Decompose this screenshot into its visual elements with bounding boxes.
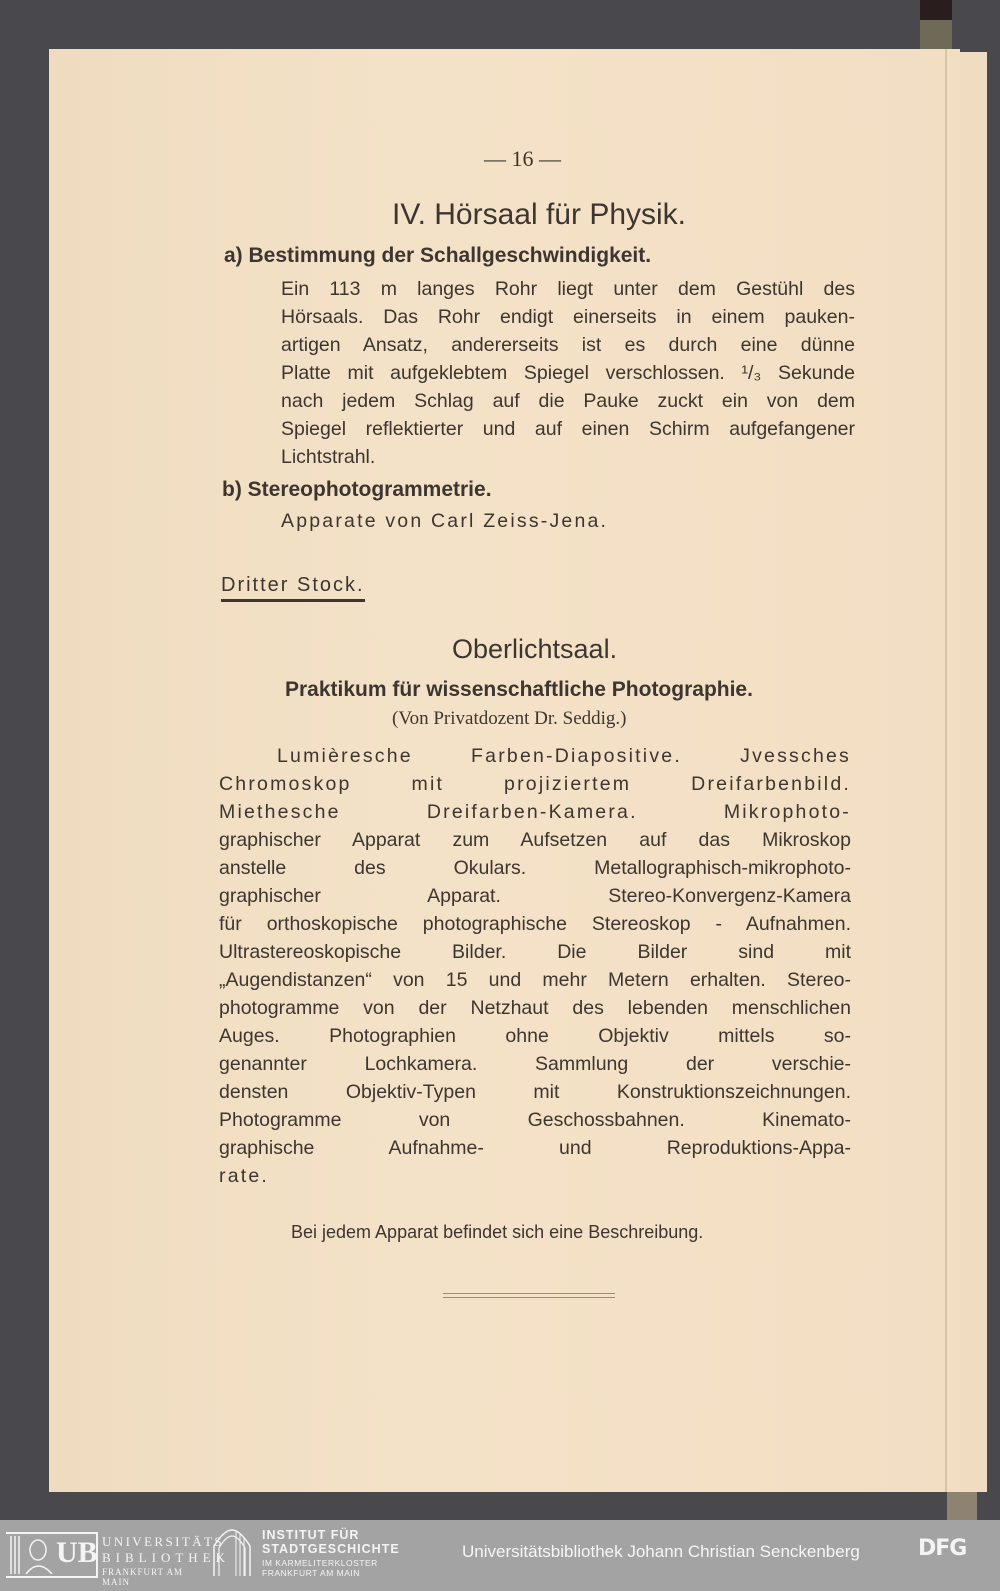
decorative-rule [443, 1297, 615, 1298]
bookmark-ribbon-top [920, 0, 952, 52]
page-number: — 16 — [484, 146, 561, 171]
paragraph-line: densten Objektiv-Typen mit Konstruktionszeichnungen. [219, 1081, 851, 1103]
isg-logo[interactable] [212, 1528, 412, 1584]
room-paragraph [219, 742, 851, 1190]
paragraph-line: „Augendistanzen“ von 15 und mehr Metern erhalten. Stereo- [219, 969, 851, 991]
paragraph-line: Chromoskop mit projiziertem Dreifarbenbild. [219, 773, 851, 795]
paragraph-line: Lichtstrahl. [281, 446, 376, 468]
paragraph-line: Photogramme von Geschossbahnen. Kinemato- [219, 1109, 851, 1131]
room-attribution: (Von Privatdozent Dr. Seddig.) [392, 708, 627, 729]
dfg-logo[interactable]: DFG [918, 1536, 967, 1561]
subsection-b-heading: b) Stereophotogrammetrie. [222, 478, 492, 501]
isg-line3: IM KARMELITERKLOSTER [262, 1558, 378, 1568]
paragraph-line: artigen Ansatz, andererseits ist es durch eine dünne [281, 334, 855, 356]
paragraph-line: Ultrastereoskopische Bilder. Die Bilder sind mit [219, 941, 851, 963]
room-subheading: Praktikum für wissenschaftliche Photographie. [285, 678, 753, 701]
paragraph-line: photogramme von der Netzhaut des lebenden menschlichen [219, 997, 851, 1019]
section-heading: IV. Hörsaal für Physik. [392, 198, 687, 231]
paragraph-line: Platte mit aufgeklebtem Spiegel verschlossen. ¹/₃ Sekunde [281, 362, 855, 384]
ub-line2: BIBLIOTHEK [102, 1550, 230, 1565]
subsection-a-heading: a) Bestimmung der Schallgeschwindigkeit. [224, 244, 652, 267]
paragraph-line: rate. [219, 1165, 270, 1187]
paragraph-line: graphischer Apparat. Stereo-Konvergenz-Kamera [219, 885, 851, 907]
ub-line1: UNIVERSITÄTS [102, 1534, 224, 1549]
ub-logo[interactable] [6, 1530, 230, 1587]
library-name-link[interactable]: Universitätsbibliothek Johann Christian Senckenberg [462, 1542, 860, 1561]
floor-heading: Dritter Stock. [221, 574, 365, 602]
paragraph-line: genannter Lochkamera. Sammlung der verschie- [219, 1053, 851, 1075]
paragraph-line: graphischer Apparat zum Aufsetzen auf das Mikroskop [219, 829, 851, 851]
paragraph-line: graphische Aufnahme- und Reproduktions-Appa- [219, 1137, 851, 1159]
paragraph-line: Hörsaals. Das Rohr endigt einerseits in einem pauken- [281, 306, 855, 328]
page-fold [945, 49, 947, 1492]
portrait-icon [8, 1534, 54, 1574]
paragraph-line: Auges. Photographien ohne Objektiv mittels so- [219, 1025, 851, 1047]
footer-bar [0, 1520, 1000, 1591]
church-arch-icon [212, 1528, 252, 1576]
subsection-b-text: Apparate von Carl Zeiss-Jena. [281, 510, 609, 532]
isg-line1: INSTITUT FÜR [262, 1528, 360, 1542]
paragraph-line: für orthoskopische photographische Stereoskop - Aufnahmen. [219, 913, 851, 935]
room-heading: Oberlichtsaal. [452, 634, 618, 664]
decorative-rule [443, 1293, 615, 1294]
subsection-a-paragraph [281, 275, 855, 471]
isg-line4: FRANKFURT AM MAIN [262, 1568, 360, 1578]
closing-note: Bei jedem Apparat befindet sich eine Beschreibung. [291, 1222, 704, 1242]
paragraph-line: nach jedem Schlag auf die Pauke zuckt ein von dem [281, 390, 855, 412]
ub-letters: UB [56, 1536, 98, 1569]
bookmark-ribbon-bottom [947, 1492, 977, 1520]
paragraph-line: Lumièresche Farben-Diapositive. Jvessches [277, 745, 851, 767]
isg-line2: STADTGESCHICHTE [262, 1542, 400, 1556]
paragraph-line: Spiegel reflektierter und auf einen Schirm aufgefangener [281, 418, 855, 440]
ub-line3: FRANKFURT AM MAIN [102, 1567, 184, 1587]
paragraph-line: Ein 113 m langes Rohr liegt unter dem Gestühl des [281, 278, 855, 300]
paragraph-line: Miethesche Dreifarben-Kamera. Mikrophoto- [219, 801, 851, 823]
paragraph-line: anstelle des Okulars. Metallographisch-mikrophoto- [219, 857, 851, 879]
